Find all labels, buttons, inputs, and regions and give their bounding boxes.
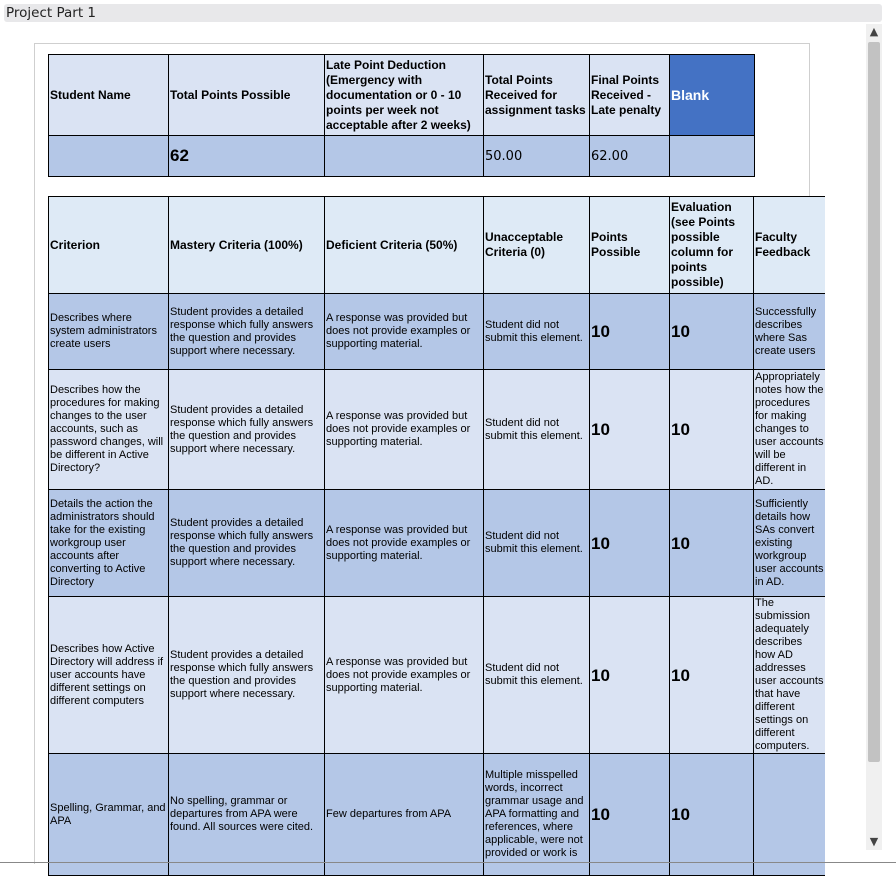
scroll-down-icon[interactable]: ▼ [869,835,879,848]
header-evaluation: Evaluation (see Points possible column for points possible) [670,197,754,294]
header-student-name: Student Name [49,55,169,136]
header-total-points-possible: Total Points Possible [169,55,325,136]
rubric-table [48,196,825,876]
evaluation-cell[interactable]: 10 [670,597,754,754]
window-bottom-border [0,862,896,863]
points-possible-cell: 10 [590,754,670,876]
mastery-cell: No spelling, grammar or departures from APA were found. All sources were cited. [169,754,325,876]
header-total-received: Total Points Received for assignment tasks [484,55,590,136]
points-possible-cell: 10 [590,597,670,754]
summary-header-row [49,55,755,136]
document-page [34,43,824,864]
feedback-cell[interactable]: Sufficiently details how SAs convert existing workgroup user accounts in AD. [754,490,825,597]
mastery-cell: Student provides a detailed response which fully answers the question and provides support where necessary. [169,490,325,597]
window-title: Project Part 1 [6,5,97,21]
header-final-points: Final Points Received - Late penalty [590,55,670,136]
criterion-cell: Spelling, Grammar, and APA [49,754,169,876]
header-deficient: Deficient Criteria (50%) [325,197,484,294]
rubric-row [49,754,825,876]
header-faculty-feedback: Faculty Feedback [754,197,825,294]
rubric-row [49,294,825,370]
criterion-cell: Describes how the procedures for making changes to the user accounts, such as password changes, will be different in Active Directory? [49,370,169,490]
header-points-possible: Points Possible [590,197,670,294]
header-mastery: Mastery Criteria (100%) [169,197,325,294]
evaluation-cell[interactable]: 10 [670,490,754,597]
mastery-cell: Student provides a detailed response which fully answers the question and provides support where necessary. [169,294,325,370]
evaluation-cell[interactable]: 10 [670,370,754,490]
feedback-cell[interactable]: The submission adequately describes how AD addresses user accounts that have different settings on different computers. [755,597,824,752]
deficient-cell: Few departures from APA [325,754,484,876]
document-viewport[interactable] [0,24,864,859]
rubric-row [49,370,825,490]
unacceptable-cell: Student did not submit this element. [484,490,590,597]
mastery-cell: Student provides a detailed response which fully answers the question and provides support where necessary. [169,597,325,754]
points-possible-cell: 10 [590,370,670,490]
deficient-cell: A response was provided but does not provide examples or supporting material. [325,597,484,754]
rubric-row [49,597,825,754]
criterion-cell: Describes how Active Directory will address if user accounts have different settings on different computers [49,597,169,754]
student-name-cell[interactable] [49,136,169,177]
header-unacceptable: Unacceptable Criteria (0) [484,197,590,294]
criterion-cell: Describes where system administrators create users [49,294,169,370]
final-points-value: 62.00 [590,136,670,177]
evaluation-cell[interactable]: 10 [670,754,754,876]
deficient-cell: A response was provided but does not provide examples or supporting material. [325,294,484,370]
points-possible-cell: 10 [590,294,670,370]
feedback-cell[interactable] [754,754,825,876]
unacceptable-cell: Student did not submit this element. [484,370,590,490]
header-criterion: Criterion [49,197,169,294]
deficient-cell: A response was provided but does not provide examples or supporting material. [325,490,484,597]
mastery-cell: Student provides a detailed response which fully answers the question and provides support where necessary. [169,370,325,490]
unacceptable-cell: Student did not submit this element. [484,597,590,754]
feedback-cell[interactable]: Successfully describes where Sas create users [754,294,825,370]
window-titlebar [4,4,882,22]
rubric-row [49,490,825,597]
summary-table [48,54,755,177]
unacceptable-cell: Student did not submit this element. [484,294,590,370]
scrollbar-thumb[interactable] [868,42,880,762]
scroll-up-icon[interactable]: ▲ [869,25,879,38]
points-possible-cell: 10 [590,490,670,597]
summary-value-row [49,136,755,177]
rubric-header-row [49,197,825,294]
deficient-cell: A response was provided but does not provide examples or supporting material. [325,370,484,490]
vertical-scrollbar[interactable] [866,24,882,850]
feedback-cell[interactable]: Appropriately notes how the procedures for making changes to user accounts will be different in AD. [754,370,825,490]
total-points-possible-value: 62 [169,136,325,177]
unacceptable-cell: Multiple misspelled words, incorrect grammar usage and APA formatting and references, where applicable, were not provided or work is [484,754,590,876]
header-late-deduction: Late Point Deduction (Emergency with documentation or 0 - 10 points per week not acceptable after 2 weeks) [325,55,484,136]
evaluation-cell[interactable]: 10 [670,294,754,370]
criterion-cell: Details the action the administrators should take for the existing workgroup user accounts after converting to Active Directory [49,490,169,597]
total-received-value: 50.00 [484,136,590,177]
blank-cell [670,136,755,177]
late-deduction-cell[interactable] [325,136,484,177]
header-blank: Blank [670,55,755,136]
